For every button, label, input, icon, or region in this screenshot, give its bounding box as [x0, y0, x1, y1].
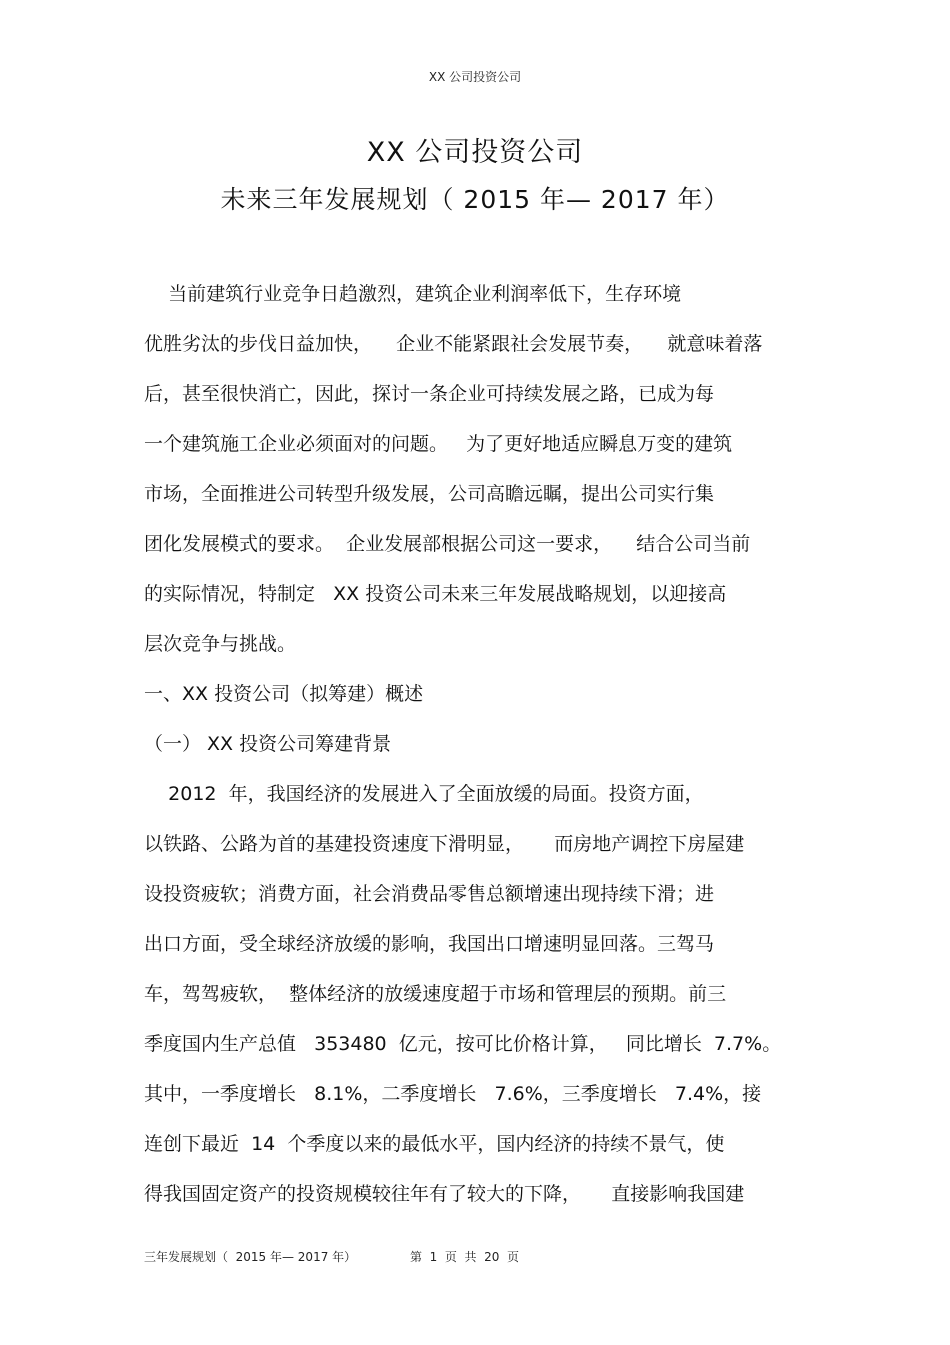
body-line: 车，驾驾疲软， 整体经济的放缓速度超于市场和管理层的预期。前三 [144, 983, 727, 1005]
body-line: 当前建筑行业竞争日趋激烈，建筑企业利润率低下，生存环境 [144, 283, 682, 305]
body-line: 设投资疲软；消费方面，社会消费品零售总额增速出现持续下滑；进 [144, 883, 715, 905]
body-line: 出口方面，受全球经济放缓的影响，我国出口增速明显回落。三驾马 [144, 933, 715, 955]
body-line: 2012 年，我国经济的发展进入了全面放缓的局面。投资方面， [144, 783, 704, 805]
body-line: 一个建筑施工企业必须面对的问题。 为了更好地适应瞬息万变的建筑 [144, 433, 733, 455]
body-line: 的实际情况，特制定 XX 投资公司未来三年发展战略规划，以迎接高 [144, 583, 727, 605]
body-line: 得我国固定资产的投资规模较往年有了较大的下降， 直接影响我国建 [144, 1183, 745, 1205]
body-line: 市场，全面推进公司转型升级发展，公司高瞻远瞩，提出公司实行集 [144, 483, 715, 505]
body-line: 以铁路、公路为首的基建投资速度下滑明显， 而房地产调控下房屋建 [144, 833, 745, 855]
section-heading: 一、XX 投资公司（拟筹建）概述 [144, 683, 424, 705]
body-line: 层次竞争与挑战。 [144, 633, 297, 655]
footer-page-number: 第 1 页 共 20 页 [410, 1250, 520, 1264]
subsection-heading: （一） XX 投资公司筹建背景 [144, 733, 392, 755]
body-line: 季度国内生产总值 353480 亿元，按可比价格计算， 同比增长 7.7%。 [144, 1033, 782, 1055]
document-subtitle: 未来三年发展规划（ 2015 年— 2017 年） [220, 185, 730, 214]
body-line: 优胜劣汰的步伐日益加快， 企业不能紧跟社会发展节奏， 就意味着落 [144, 333, 763, 355]
body-line: 连创下最近 14 个季度以来的最低水平，国内经济的持续不景气，使 [144, 1133, 725, 1155]
document-title: XX 公司投资公司 [366, 137, 584, 168]
body-line: 团化发展模式的要求。 企业发展部根据公司这一要求， 结合公司当前 [144, 533, 751, 555]
body-line: 其中，一季度增长 8.1%，二季度增长 7.6%，三季度增长 7.4%，接 [144, 1083, 762, 1105]
footer-doc-title: 三年发展规划（ 2015 年— 2017 年） [144, 1250, 357, 1264]
body-line: 后，甚至很快消亡，因此，探讨一条企业可持续发展之路，已成为每 [144, 383, 715, 405]
running-header: XX 公司投资公司 [428, 70, 522, 84]
